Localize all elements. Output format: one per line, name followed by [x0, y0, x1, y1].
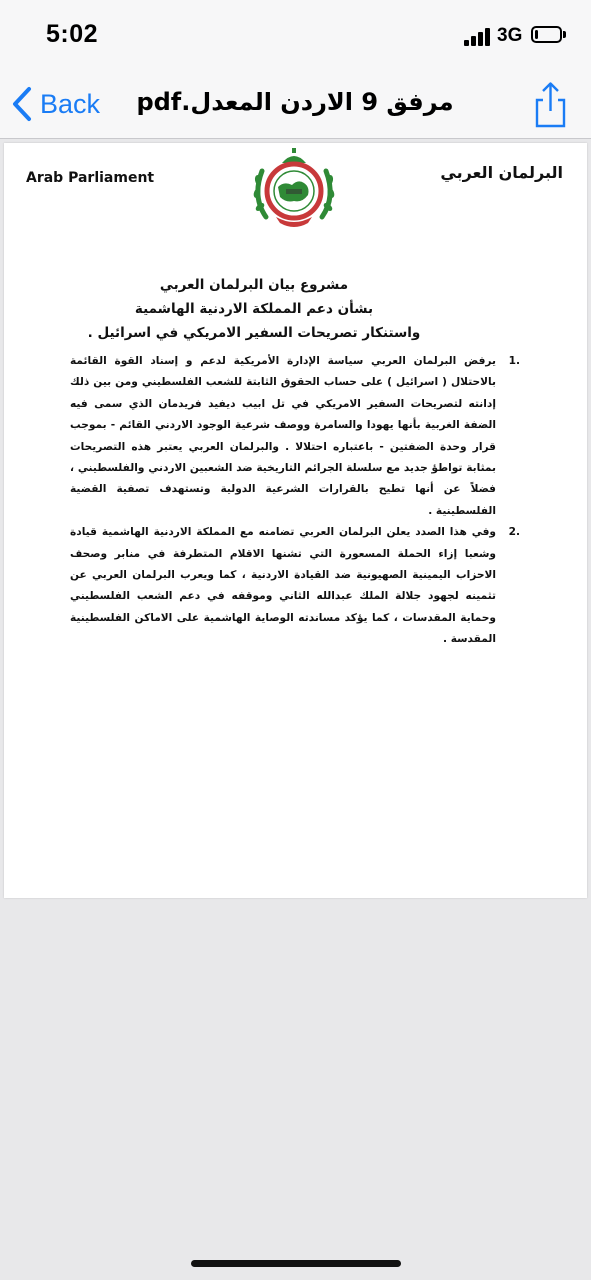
document-title-block [64, 273, 444, 345]
share-icon [530, 80, 570, 128]
document-title-line: بشأن دعم المملكة الاردنية الهاشمية [134, 301, 374, 317]
signal-bars-icon [464, 26, 492, 46]
paragraph-2 [70, 522, 520, 650]
status-time: 5:02 [46, 20, 99, 48]
document-title-line: مشروع بيان البرلمان العربي [159, 277, 349, 293]
pdf-page[interactable] [4, 143, 587, 898]
battery-tip [563, 31, 566, 38]
header-arabic: البرلمان العربي [440, 163, 563, 182]
paragraph-number: 2. [508, 526, 520, 539]
home-indicator[interactable] [191, 1260, 401, 1267]
back-label: Back [40, 88, 101, 119]
share-button[interactable] [530, 80, 570, 128]
header-english: Arab Parliament [26, 170, 155, 186]
network-type: 3G [497, 25, 523, 46]
status-bar [0, 0, 591, 70]
paragraph-number: 1. [508, 355, 520, 367]
paragraph-text: يرفض البرلمان العربي سياسة الإدارة الأمريكية لدعم و إسناد القوة القائمة بالاحتلال ( اسرائيل ) على حساب الحقوق الثابتة للشعب الفلسطيني ومن بين ذلك إدانته لتصريحات السفير الامريكي في تل ابيب ديفيد فريدمان الذي سمى فيه الضفة الغربية بأنها يهودا والسامرة ووصف شرعية الوجود الاردني القائم - بموجب قرار وحدة الضفتين - باعتباره احتلالا . والبرلمان العربي يعتبر هذه التصريحات بمثابة تواطؤ جديد مع سلسلة الجرائم التاريخية ضد الشعبين الاردني والفلسطيني ، فضلاً عن أنها تطيح بالقرارات الشرعية الدولية وتستهدف تصفية القضية الفلسطينية . [70, 355, 496, 517]
document-title-line: واستنكار تصريحات السفير الامريكي في اسرائيل . [87, 325, 421, 341]
back-button[interactable] [10, 84, 100, 124]
paragraph-1 [70, 351, 520, 522]
arab-parliament-emblem [246, 147, 342, 229]
battery-icon [531, 26, 562, 43]
document-body [70, 351, 520, 651]
paragraph-text: وفي هذا الصدد يعلن البرلمان العربي تضامنه مع المملكة الاردنية الهاشمية قيادة وشعبا إزاء الحملة المسعورة التي تشنها الاقلام المتطرفة في منابر وصحف الاحزاب اليمينية الصهيونية ضد القيادة الاردنية ، كما ويعرب البرلمان العربي عن تثمينه لجهود جلالة الملك عبدالله الثاني وموقفه في دعم الشعب الفلسطيني وحماية المقدسات ، كما يؤكد مساندته الوصاية الهاشمية على الاماكن الفلسطينية المقدسة . [70, 526, 496, 646]
page-title: مرفق 9 الاردن المعدل.pdf [136, 88, 454, 116]
chevron-left-icon [10, 86, 34, 122]
navigation-bar [0, 70, 591, 139]
battery-level [535, 30, 538, 39]
